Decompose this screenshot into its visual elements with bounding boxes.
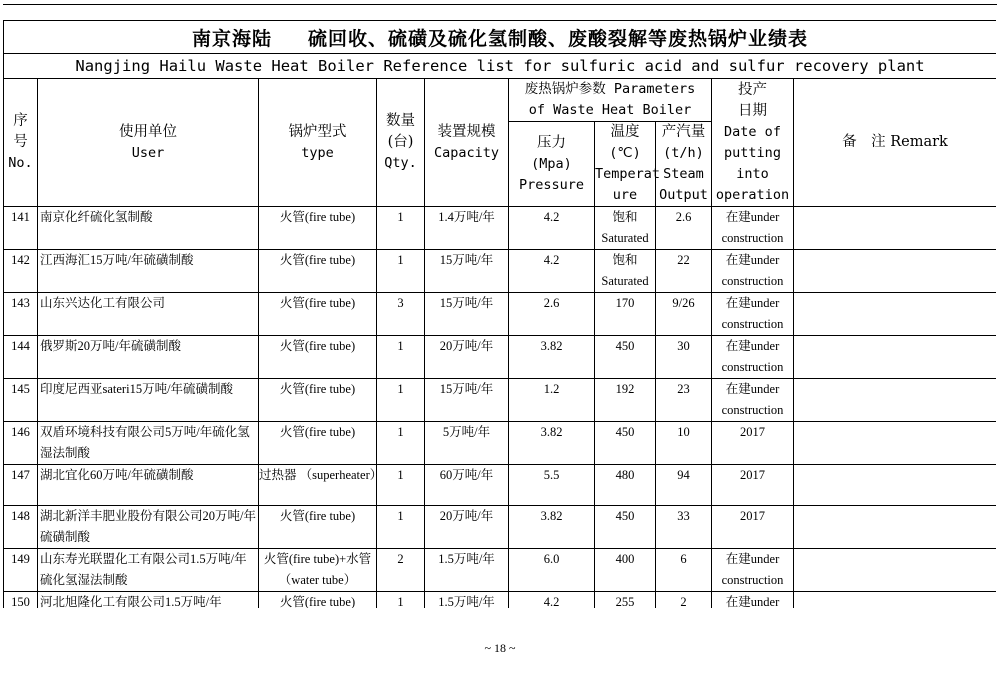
cell-type: 火管(fire tube)+水管（water tube） <box>259 549 377 592</box>
cell-user: 印度尼西亚sateri15万吨/年硫磺制酸 <box>38 379 259 422</box>
table-row <box>4 336 997 379</box>
reference-table <box>3 20 996 608</box>
cell-user: 河北旭隆化工有限公司1.5万吨/年 <box>38 592 259 609</box>
cell-temperature: 255 <box>595 592 656 609</box>
header-user: 使用单位 User <box>38 79 259 207</box>
cell-pressure: 4.2 <box>509 207 595 250</box>
cell-user: 江西海汇15万吨/年硫磺制酸 <box>38 250 259 293</box>
cell-type: 火管(fire tube) <box>259 250 377 293</box>
cell-capacity: 20万吨/年 <box>425 506 509 549</box>
cell-temperature: 170 <box>595 293 656 336</box>
title-english: Nangjing Hailu Waste Heat Boiler Reference list for sulfuric acid and sulfur recovery plant <box>4 54 997 79</box>
cell-no: 141 <box>4 207 38 250</box>
cell-qty: 1 <box>377 422 425 465</box>
cell-no: 150 <box>4 592 38 609</box>
cell-qty: 3 <box>377 293 425 336</box>
cell-capacity: 1.5万吨/年 <box>425 549 509 592</box>
cell-capacity: 60万吨/年 <box>425 465 509 506</box>
cell-qty: 1 <box>377 506 425 549</box>
table-row <box>4 549 997 592</box>
cell-type: 火管(fire tube) <box>259 207 377 250</box>
cell-no: 145 <box>4 379 38 422</box>
top-rule <box>3 4 997 5</box>
cell-temperature: 饱和 Saturated <box>595 207 656 250</box>
cell-type: 火管(fire tube) <box>259 293 377 336</box>
cell-type: 火管(fire tube) <box>259 422 377 465</box>
header-qty: 数量 (台) Qty. <box>377 79 425 207</box>
cell-user: 湖北新洋丰肥业股份有限公司20万吨/年硫磺制酸 <box>38 506 259 549</box>
cell-pressure: 2.6 <box>509 293 595 336</box>
page-title <box>4 21 997 54</box>
cell-date: 2017 <box>712 422 794 465</box>
cell-temperature: 450 <box>595 422 656 465</box>
cell-pressure: 3.82 <box>509 336 595 379</box>
cell-remark <box>794 293 997 336</box>
cell-steam: 2.6 <box>656 207 712 250</box>
page-number: ~ 18 ~ <box>484 641 516 655</box>
table-row <box>4 207 997 250</box>
cell-type: 过热器 （superheater） <box>259 465 377 506</box>
cell-remark <box>794 549 997 592</box>
cell-temperature: 450 <box>595 336 656 379</box>
cell-capacity: 1.4万吨/年 <box>425 207 509 250</box>
cell-user: 山东寿光联盟化工有限公司1.5万吨/年硫化氢湿法制酸 <box>38 549 259 592</box>
cell-date: 2017 <box>712 506 794 549</box>
cell-pressure: 3.82 <box>509 422 595 465</box>
cell-type: 火管(fire tube) <box>259 379 377 422</box>
cell-qty: 1 <box>377 336 425 379</box>
cell-capacity: 5万吨/年 <box>425 422 509 465</box>
cell-remark <box>794 592 997 609</box>
cell-steam: 33 <box>656 506 712 549</box>
cell-remark <box>794 207 997 250</box>
table-row <box>4 293 997 336</box>
cell-qty: 1 <box>377 592 425 609</box>
cell-capacity: 1.5万吨/年 <box>425 592 509 609</box>
table-row <box>4 422 997 465</box>
cell-user: 俄罗斯20万吨/年硫磺制酸 <box>38 336 259 379</box>
cell-qty: 2 <box>377 549 425 592</box>
cell-date: 在建under construction <box>712 379 794 422</box>
cell-steam: 94 <box>656 465 712 506</box>
table-row <box>4 592 997 609</box>
table-row <box>4 465 997 506</box>
cell-remark <box>794 422 997 465</box>
cell-qty: 1 <box>377 250 425 293</box>
header-parameters: 废热锅炉参数 Parameters of Waste Heat Boiler <box>509 79 712 122</box>
cell-date: 在建under construction <box>712 250 794 293</box>
cell-steam: 30 <box>656 336 712 379</box>
cell-no: 148 <box>4 506 38 549</box>
cell-remark <box>794 379 997 422</box>
header-date: 投产 日期 Date of putting into operation <box>712 79 794 207</box>
cell-date: 在建under construction <box>712 293 794 336</box>
cell-temperature: 480 <box>595 465 656 506</box>
cell-date: 在建under construction <box>712 549 794 592</box>
cell-temperature: 饱和 Saturated <box>595 250 656 293</box>
header-type: 锅炉型式 type <box>259 79 377 207</box>
table-row <box>4 379 997 422</box>
cell-capacity: 15万吨/年 <box>425 250 509 293</box>
cell-steam: 23 <box>656 379 712 422</box>
cell-pressure: 3.82 <box>509 506 595 549</box>
cell-date: 在建under construction <box>712 336 794 379</box>
cell-steam: 10 <box>656 422 712 465</box>
cell-remark <box>794 506 997 549</box>
header-temperature: 温度 (℃) Temperat ure <box>595 122 656 207</box>
header-capacity: 装置规模 Capacity <box>425 79 509 207</box>
cell-no: 146 <box>4 422 38 465</box>
cell-steam: 9/26 <box>656 293 712 336</box>
cell-remark <box>794 336 997 379</box>
cell-user: 山东兴达化工有限公司 <box>38 293 259 336</box>
cell-steam: 6 <box>656 549 712 592</box>
title-main: 硫回收、硫磺及硫化氢制酸、废酸裂解等废热锅炉业绩表 <box>308 27 809 50</box>
cell-date: 2017 <box>712 465 794 506</box>
header-pressure: 压力 (Mpa) Pressure <box>509 122 595 207</box>
cell-pressure: 4.2 <box>509 250 595 293</box>
cell-type: 火管(fire tube) <box>259 506 377 549</box>
cell-qty: 1 <box>377 465 425 506</box>
cell-date: 在建under construction <box>712 207 794 250</box>
cell-temperature: 450 <box>595 506 656 549</box>
table-row <box>4 250 997 293</box>
header-no: 序 号 No. <box>4 79 38 207</box>
cell-qty: 1 <box>377 379 425 422</box>
cell-capacity: 15万吨/年 <box>425 379 509 422</box>
cell-temperature: 192 <box>595 379 656 422</box>
cell-no: 147 <box>4 465 38 506</box>
cell-no: 149 <box>4 549 38 592</box>
cell-steam: 2 <box>656 592 712 609</box>
cell-qty: 1 <box>377 207 425 250</box>
cell-capacity: 15万吨/年 <box>425 293 509 336</box>
cell-temperature: 400 <box>595 549 656 592</box>
header-remark: 备 注 Remark <box>794 79 997 207</box>
cell-capacity: 20万吨/年 <box>425 336 509 379</box>
cell-pressure: 5.5 <box>509 465 595 506</box>
header-steam-output: 产汽量 (t/h) Steam Output <box>656 122 712 207</box>
cell-pressure: 1.2 <box>509 379 595 422</box>
cell-steam: 22 <box>656 250 712 293</box>
cell-no: 142 <box>4 250 38 293</box>
cell-type: 火管(fire tube) <box>259 592 377 609</box>
cell-pressure: 6.0 <box>509 549 595 592</box>
reference-table-container <box>3 20 996 608</box>
cell-pressure: 4.2 <box>509 592 595 609</box>
cell-no: 144 <box>4 336 38 379</box>
cell-date: 在建under <box>712 592 794 609</box>
cell-user: 南京化纤硫化氢制酸 <box>38 207 259 250</box>
cell-type: 火管(fire tube) <box>259 336 377 379</box>
cell-remark <box>794 465 997 506</box>
table-row <box>4 506 997 549</box>
cell-user: 双盾环境科技有限公司5万吨/年硫化氢湿法制酸 <box>38 422 259 465</box>
cell-no: 143 <box>4 293 38 336</box>
company-name: 南京海陆 <box>191 27 272 50</box>
cell-remark <box>794 250 997 293</box>
cell-user: 湖北宜化60万吨/年硫磺制酸 <box>38 465 259 506</box>
